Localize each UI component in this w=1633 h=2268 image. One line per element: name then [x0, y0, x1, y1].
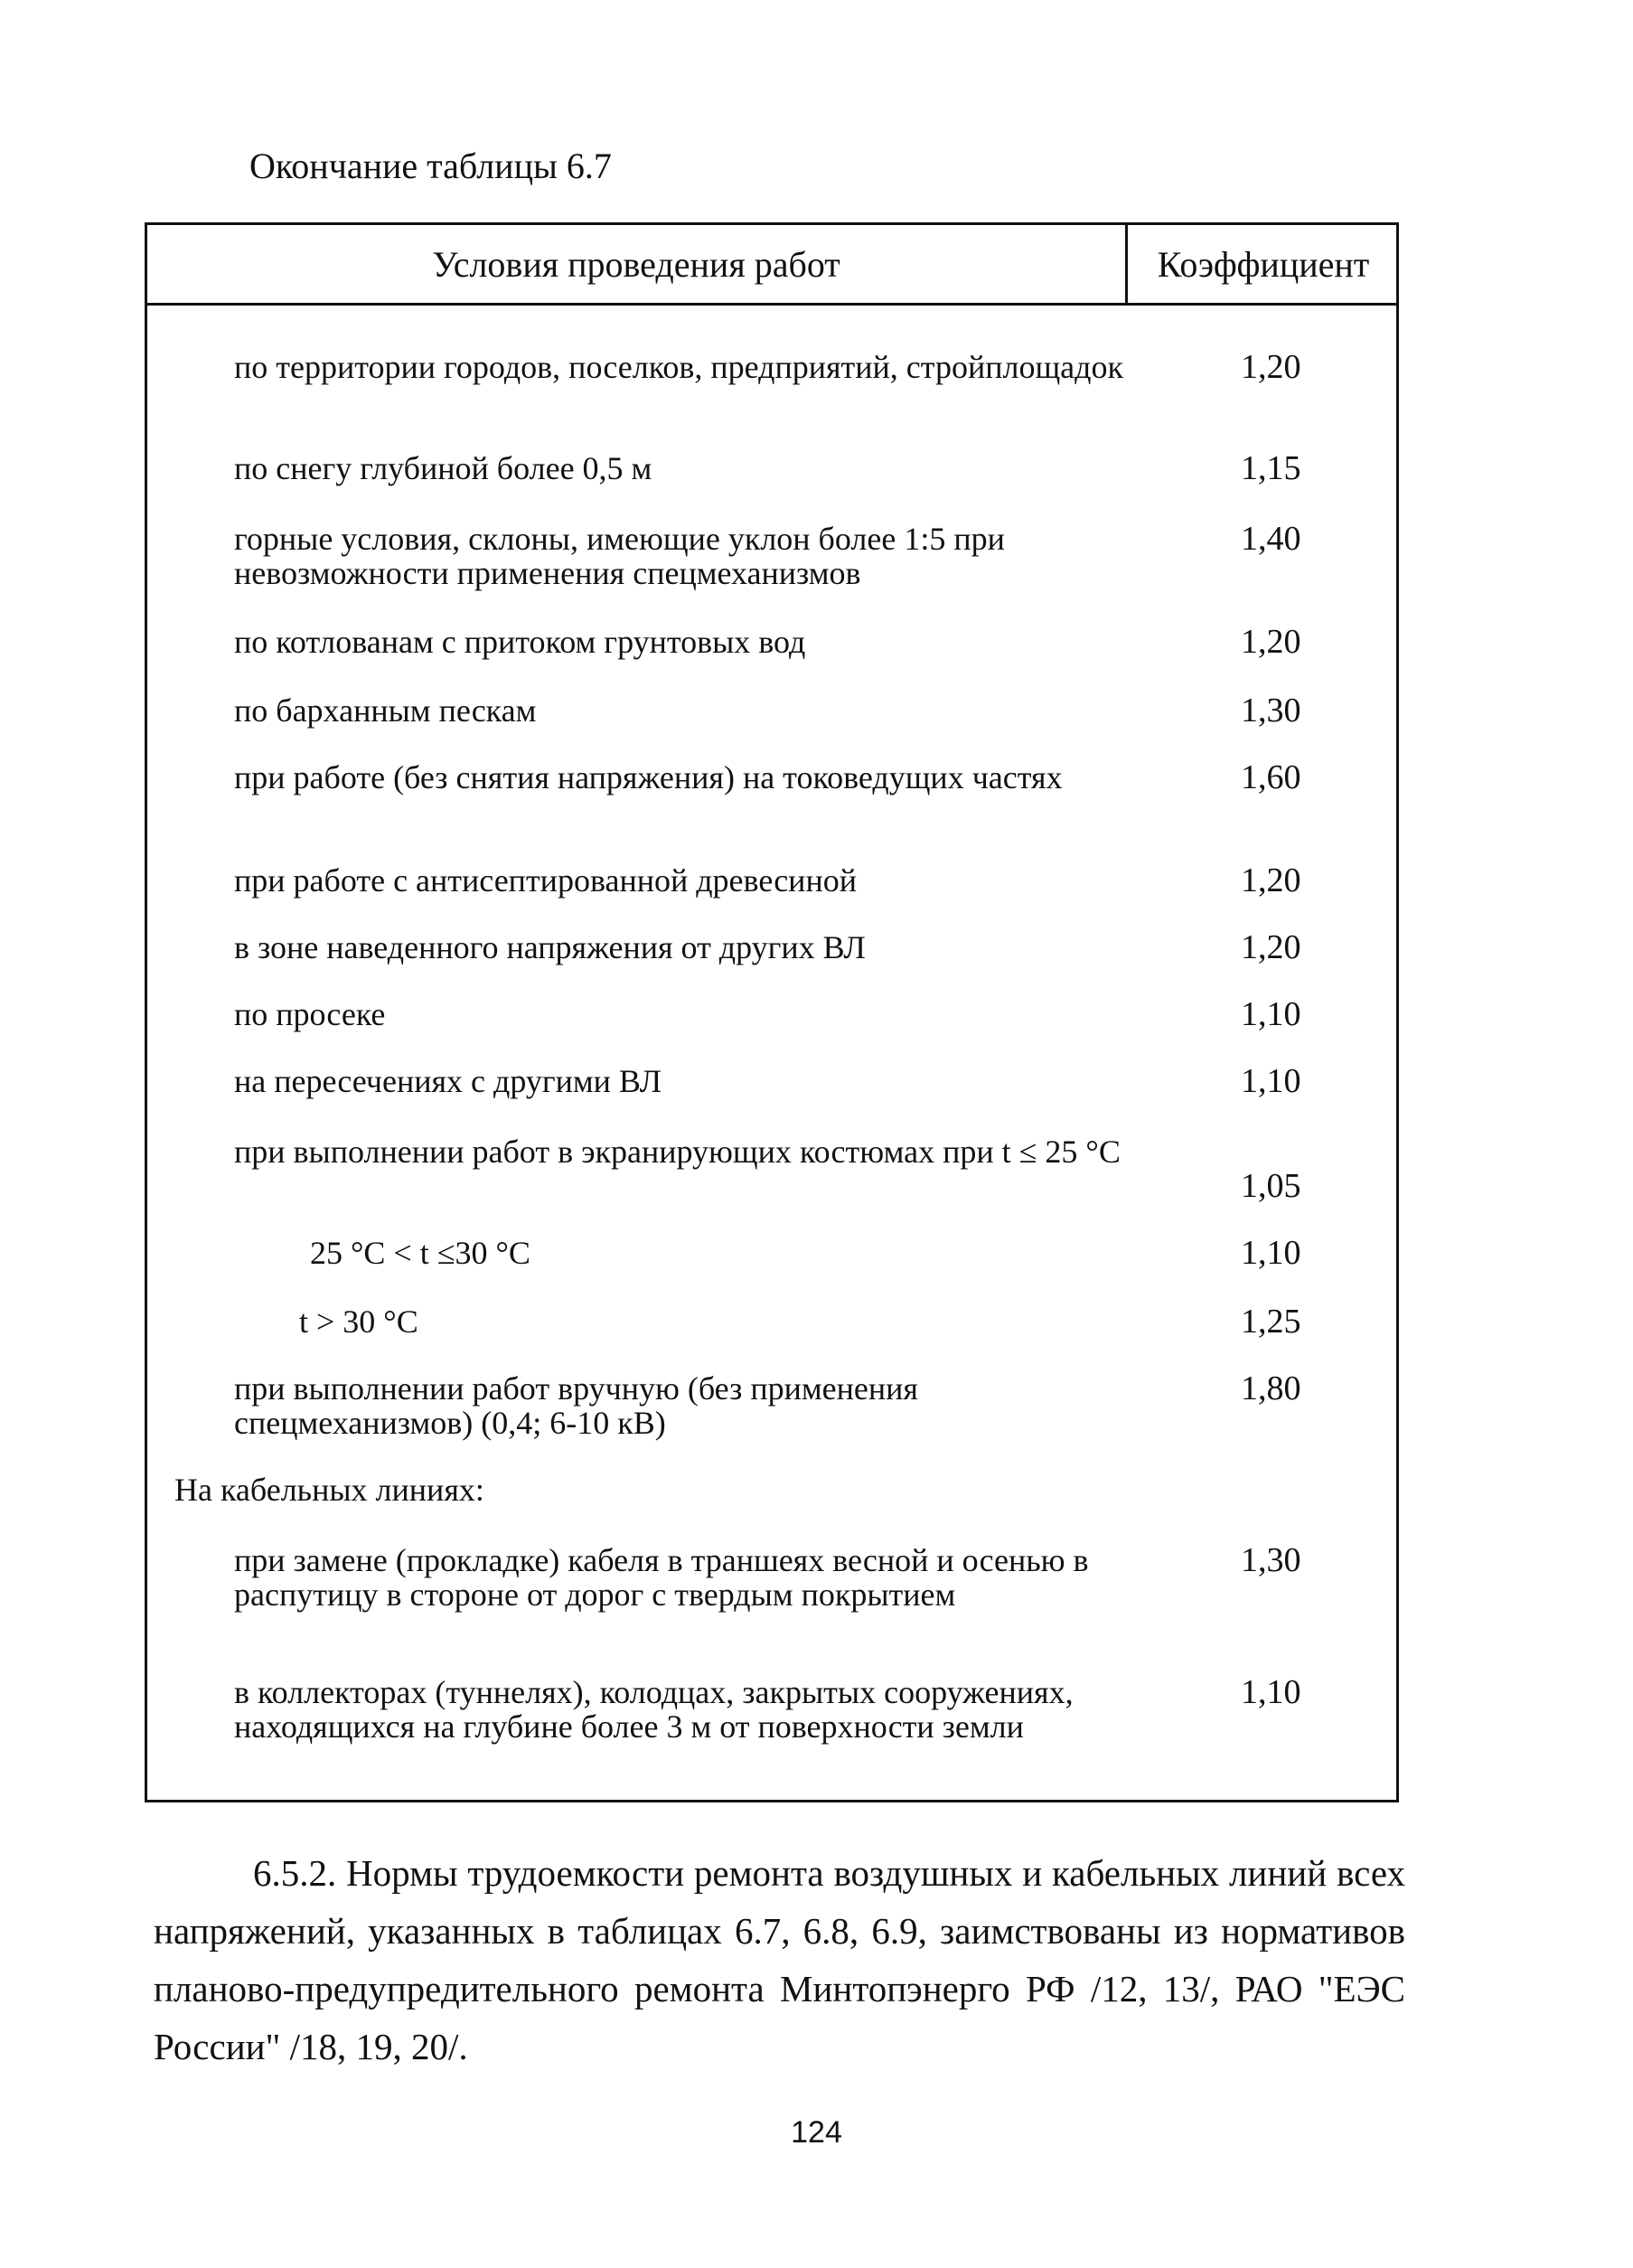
row-condition: при замене (прокладке) кабеля в траншеях весной и осенью в распутицу в стороне от дорог с твердым покрытием — [234, 1542, 1089, 1613]
row-coefficient: 1,20 — [1241, 348, 1301, 386]
coefficients-table — [145, 222, 1399, 1802]
row-condition: в коллекторах (туннелях), колодцах, закрытых сооружениях, находящихся на глубине более 3 м от поверхности земли — [234, 1674, 1074, 1745]
page-number: 124 — [791, 2115, 842, 2150]
row-coefficient: 1,25 — [1241, 1303, 1301, 1341]
header-coefficient: Коэффициент — [1157, 243, 1370, 285]
row-condition: при работе с антисептированной древесиной — [234, 862, 857, 899]
row-coefficient: 1,20 — [1241, 928, 1301, 966]
row-condition: по барханным пескам — [234, 692, 537, 729]
row-coefficient: 1,10 — [1241, 995, 1301, 1033]
row-coefficient: 1,20 — [1241, 861, 1301, 899]
row-condition: 25 °C < t ≤30 °C — [310, 1235, 530, 1271]
body-paragraph — [154, 1844, 1405, 2075]
row-condition: по территории городов, поселков, предприятий, стройплощадок — [234, 349, 1123, 385]
row-condition: по снегу глубиной более 0,5 м — [234, 450, 652, 486]
row-condition: при выполнении работ в экранирующих костюмах при t ≤ 25 °C — [234, 1134, 1121, 1170]
header-conditions: Условия проведения работ — [147, 225, 1128, 303]
row-condition: t > 30 °C — [299, 1303, 418, 1340]
row-coefficient: 1,80 — [1241, 1369, 1301, 1407]
row-condition: при работе (без снятия напряжения) на токоведущих частях — [234, 759, 1063, 795]
row-coefficient: 1,20 — [1241, 623, 1301, 661]
row-condition: при выполнении работ вручную (без применения спецмеханизмов) (0,4; 6-10 кВ) — [234, 1370, 918, 1441]
table-header — [147, 225, 1396, 306]
row-condition: горные условия, склоны, имеющие уклон более 1:5 при невозможности применения спецмеханизмов — [234, 521, 1005, 591]
row-condition: в зоне наведенного напряжения от других ВЛ — [234, 929, 866, 965]
row-coefficient: 1,40 — [1241, 520, 1301, 558]
row-coefficient: 1,15 — [1241, 449, 1301, 487]
row-coefficient: 1,05 — [1241, 1167, 1301, 1205]
row-condition: на пересечениях с другими ВЛ — [234, 1063, 662, 1099]
row-coefficient: 1,10 — [1241, 1673, 1301, 1711]
paragraph-text: 6.5.2. Нормы трудоемкости ремонта воздушных и кабельных линий всех напряжений, указанных в таблицах 6.7, 6.8, 6.9, заимствованы из нормативов планово-предупредительного ремонта Минтопэнерго РФ /12, 13/, РАО "ЕЭС России" /18, 19, 20/. — [154, 1852, 1405, 2067]
row-condition: по просеке — [234, 996, 386, 1032]
row-coefficient: 1,10 — [1241, 1234, 1301, 1272]
table-caption: Окончание таблицы 6.7 — [249, 146, 612, 186]
row-condition: по котлованам с притоком грунтовых вод — [234, 624, 806, 660]
row-coefficient: 1,30 — [1241, 1541, 1301, 1579]
section-heading: На кабельных линиях: — [174, 1472, 484, 1508]
row-coefficient: 1,10 — [1241, 1062, 1301, 1100]
row-coefficient: 1,60 — [1241, 758, 1301, 796]
row-coefficient: 1,30 — [1241, 692, 1301, 729]
